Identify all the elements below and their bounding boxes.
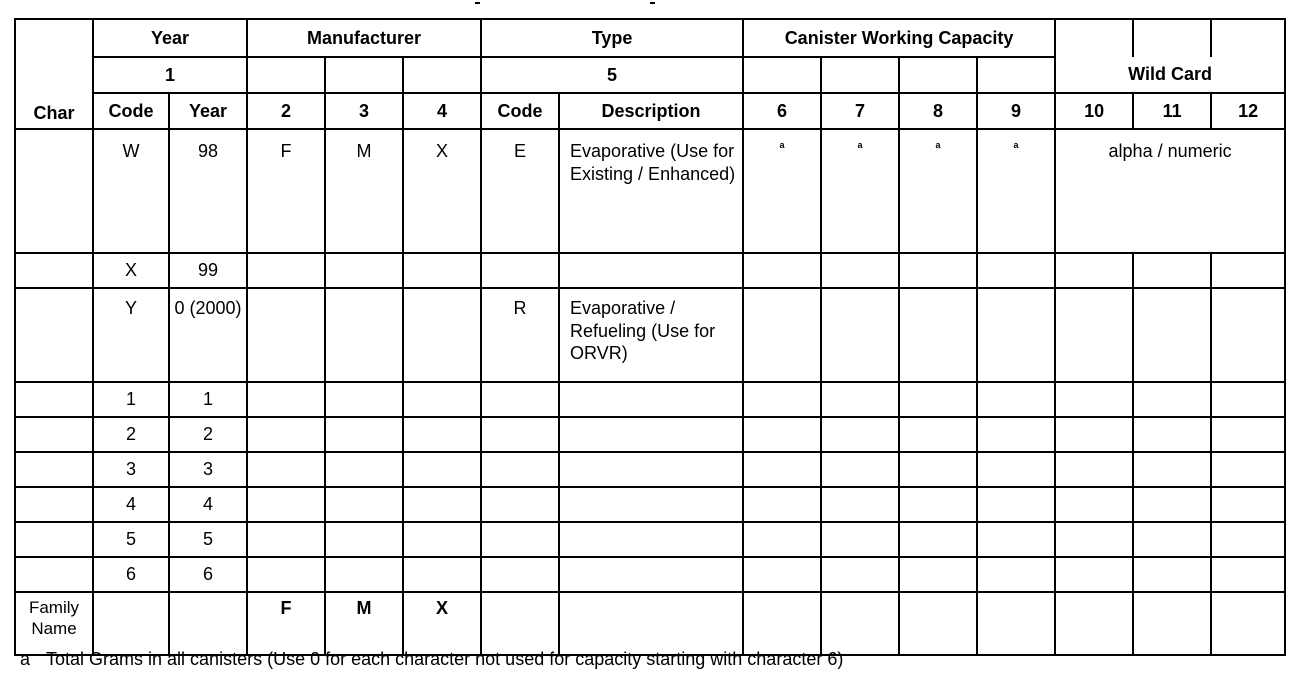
manufacturer-blank-cell	[247, 57, 325, 93]
table-row	[15, 382, 1285, 417]
year-cell: 2	[169, 417, 247, 452]
manufacturer-blank-cell	[325, 57, 403, 93]
manufacturer-header: Manufacturer	[247, 19, 481, 57]
type-code-cell: E	[481, 129, 559, 253]
position-9-header: 9	[977, 93, 1055, 129]
type-code-header: Code	[481, 93, 559, 129]
type-position-header: 5	[481, 57, 743, 93]
code-cell: 1	[93, 382, 169, 417]
description-cell: Evaporative / Refueling (Use for ORVR)	[559, 288, 743, 382]
position-2-header: 2	[247, 93, 325, 129]
year-cell: 1	[169, 382, 247, 417]
table-row	[15, 288, 1285, 382]
position-10-header: 10	[1055, 93, 1133, 129]
description-cell: Evaporative (Use for Existing / Enhanced)	[559, 129, 743, 253]
char-cell	[15, 129, 93, 253]
char-cell	[15, 288, 93, 382]
table-row	[15, 522, 1285, 557]
wild-card-cell: alpha / numeric	[1055, 129, 1285, 253]
family-manufacturer-2-cell: F	[247, 592, 325, 655]
table-row	[15, 452, 1285, 487]
year-cell: 3	[169, 452, 247, 487]
manufacturer-2-cell: F	[247, 129, 325, 253]
position-7-header: 7	[821, 93, 899, 129]
code-cell: X	[93, 253, 169, 288]
code-header: Code	[93, 93, 169, 129]
table-row	[15, 253, 1285, 288]
code-cell: 4	[93, 487, 169, 522]
vin-code-table	[14, 18, 1286, 656]
position-12-header: 12	[1211, 93, 1285, 129]
description-header: Description	[559, 93, 743, 129]
wild-card-top-cell	[1133, 19, 1211, 57]
scan-mark-right	[650, 2, 655, 4]
char-cell	[15, 452, 93, 487]
position-4-header: 4	[403, 93, 481, 129]
family-manufacturer-4-cell: X	[403, 592, 481, 655]
manufacturer-4-cell: X	[403, 129, 481, 253]
code-cell: 2	[93, 417, 169, 452]
type-code-cell: R	[481, 288, 559, 382]
year-cell: 0 (2000)	[169, 288, 247, 382]
capacity-6-cell: a	[743, 129, 821, 253]
wild-card-header: Wild Card	[1055, 57, 1285, 93]
year-group-header: Year	[93, 19, 247, 57]
capacity-7-cell: a	[821, 129, 899, 253]
year-header: Year	[169, 93, 247, 129]
manufacturer-blank-cell	[403, 57, 481, 93]
family-manufacturer-3-cell: M	[325, 592, 403, 655]
scan-mark-left	[475, 2, 480, 4]
capacity-blank-cell	[899, 57, 977, 93]
code-cell: 5	[93, 522, 169, 557]
table-row	[15, 417, 1285, 452]
code-cell: W	[93, 129, 169, 253]
char-cell	[15, 417, 93, 452]
capacity-group-header: Canister Working Capacity	[743, 19, 1055, 57]
table-row	[15, 557, 1285, 592]
code-cell: 6	[93, 557, 169, 592]
char-cell	[15, 557, 93, 592]
position-3-header: 3	[325, 93, 403, 129]
char-header: Char	[15, 19, 93, 129]
year-position-header: 1	[93, 57, 247, 93]
footnote-mark: a	[20, 649, 31, 669]
table-row	[15, 487, 1285, 522]
capacity-9-cell: a	[977, 129, 1055, 253]
wild-card-top-cell	[1211, 19, 1285, 57]
char-cell	[15, 253, 93, 288]
char-cell	[15, 487, 93, 522]
code-cell: 3	[93, 452, 169, 487]
family-name-label: Family Name	[15, 592, 93, 655]
wild-card-top-cell	[1055, 19, 1133, 57]
manufacturer-3-cell: M	[325, 129, 403, 253]
char-cell	[15, 522, 93, 557]
family-name-row	[15, 592, 1285, 655]
char-cell	[15, 382, 93, 417]
header-row-1	[15, 19, 1285, 57]
table-row	[15, 129, 1285, 253]
position-8-header: 8	[899, 93, 977, 129]
position-6-header: 6	[743, 93, 821, 129]
capacity-blank-cell	[977, 57, 1055, 93]
position-11-header: 11	[1133, 93, 1211, 129]
year-cell: 99	[169, 253, 247, 288]
type-group-header: Type	[481, 19, 743, 57]
code-cell: Y	[93, 288, 169, 382]
year-cell: 4	[169, 487, 247, 522]
header-row-2	[15, 57, 1285, 93]
year-cell: 5	[169, 522, 247, 557]
year-cell: 6	[169, 557, 247, 592]
footnote	[20, 649, 843, 670]
capacity-blank-cell	[821, 57, 899, 93]
footnote-text: Total Grams in all canisters (Use 0 for each character not used for capacity starting with character 6)	[46, 649, 844, 669]
capacity-blank-cell	[743, 57, 821, 93]
year-cell: 98	[169, 129, 247, 253]
capacity-8-cell: a	[899, 129, 977, 253]
header-row-3	[15, 93, 1285, 129]
